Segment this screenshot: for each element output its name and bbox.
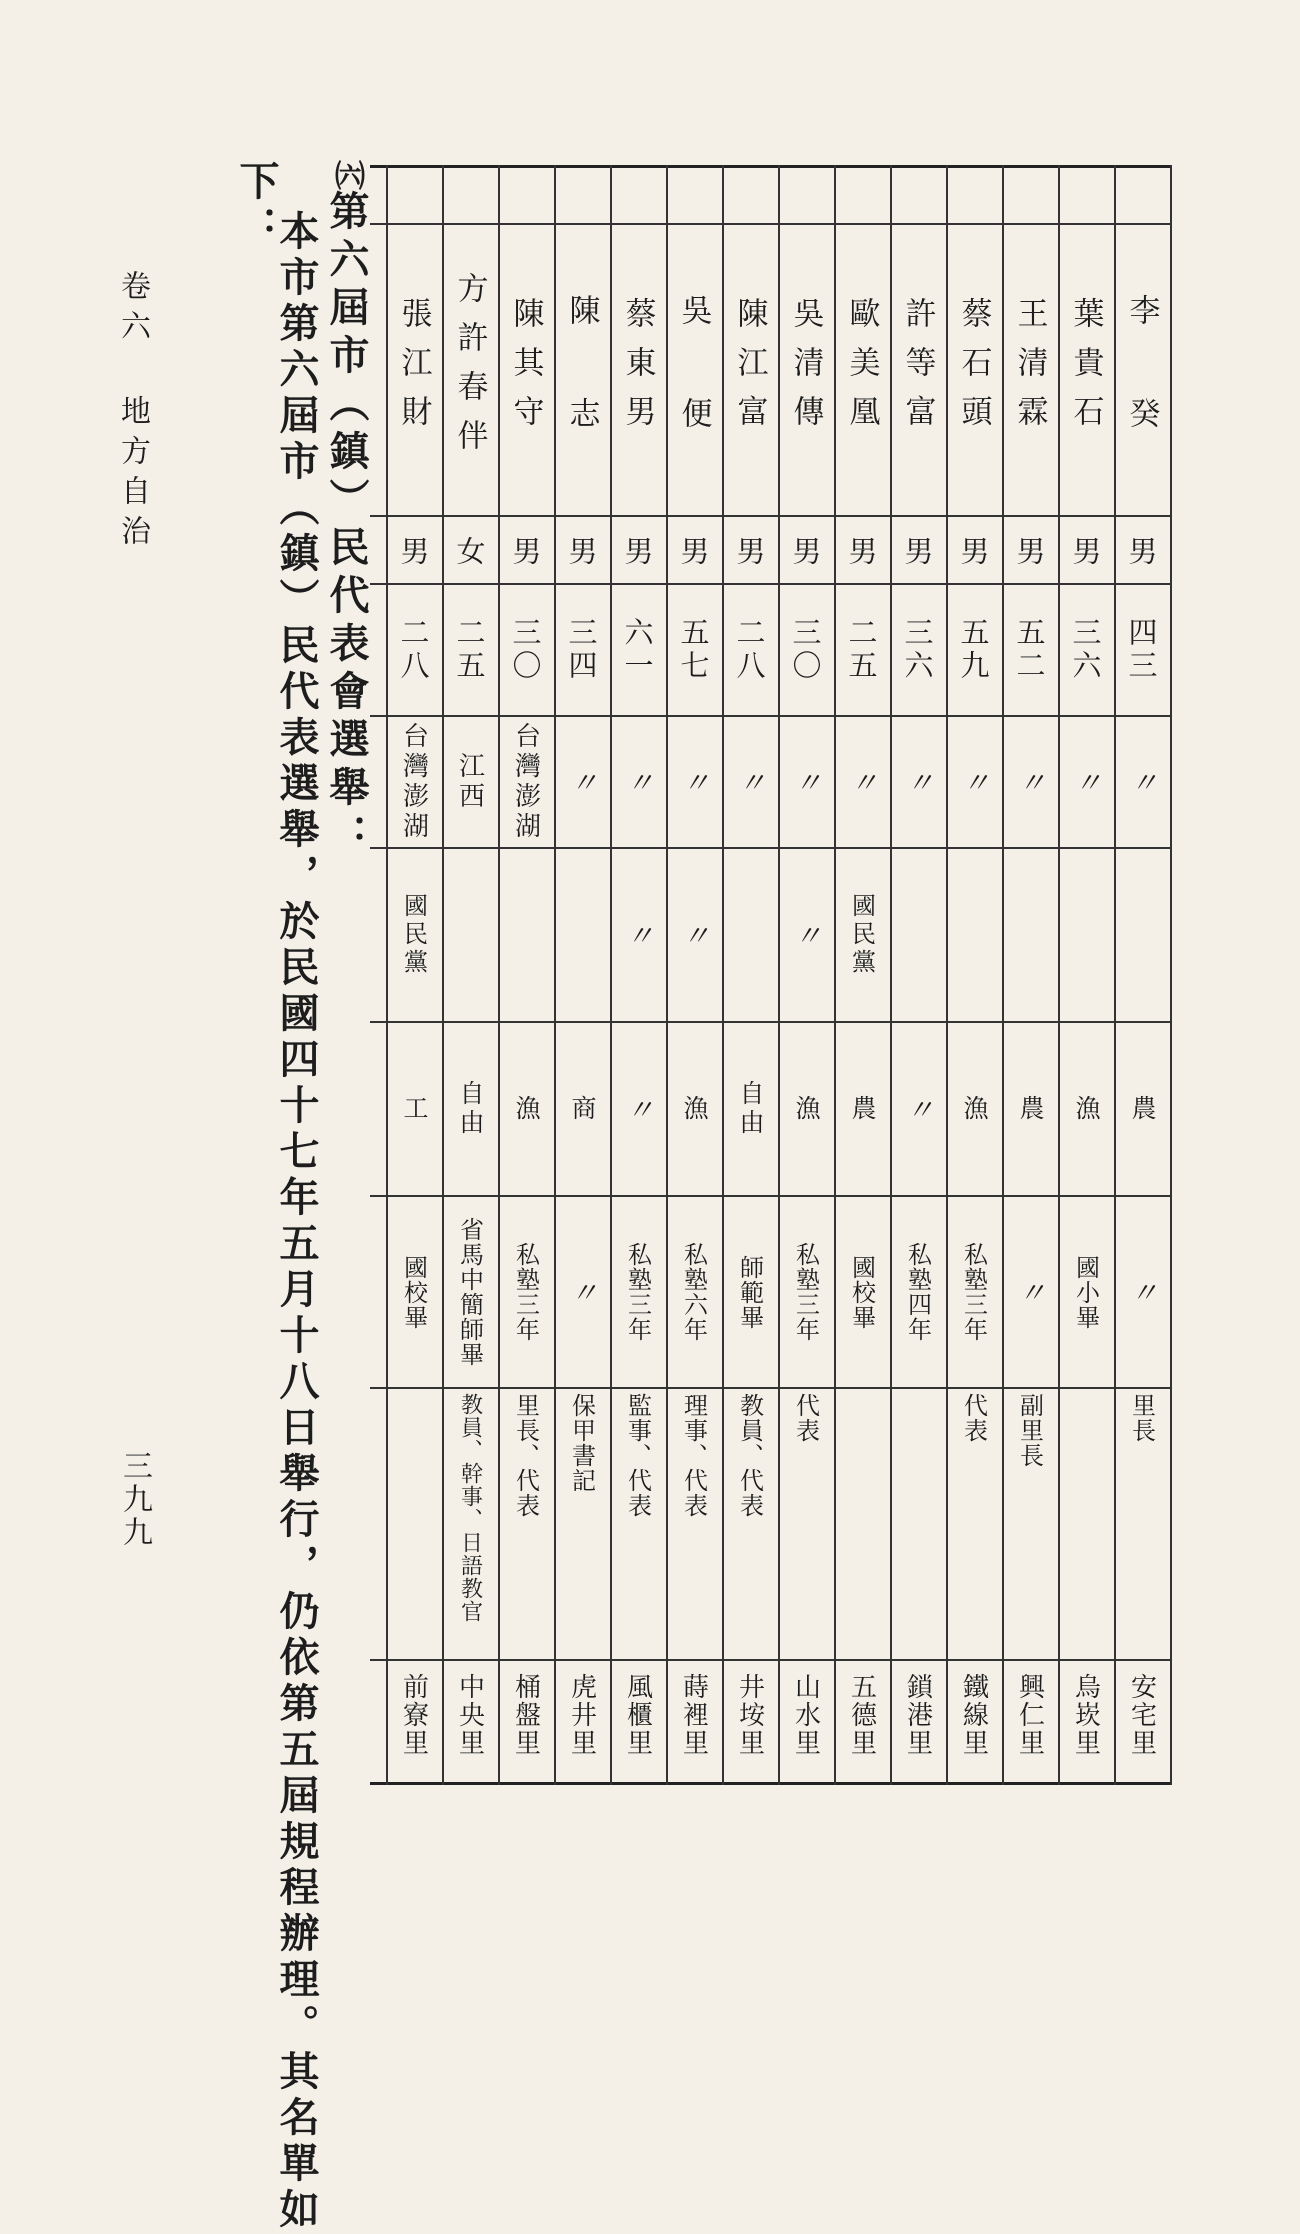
sex-cell [610, 517, 666, 583]
age-cell-text: 六一 [620, 617, 655, 683]
occupation-cell [610, 1023, 666, 1195]
origin-cell-text: 台灣澎湖 [510, 722, 541, 842]
sex-cell [1114, 517, 1170, 583]
occupation-cell [1002, 1023, 1058, 1195]
origin-cell-text: 〃 [846, 768, 879, 796]
age-cell-text: 二八 [732, 617, 767, 683]
occupation-cell [834, 1023, 890, 1195]
age-cell [1058, 585, 1114, 715]
party-cell-text: 國民黨 [847, 893, 876, 977]
origin-cell [498, 717, 554, 847]
origin-cell-text: 〃 [678, 768, 711, 796]
sex-cell-text: 男 [396, 535, 431, 565]
sex-cell [386, 517, 442, 583]
name-cell [442, 225, 498, 515]
education-cell-text: 私塾四年 [903, 1242, 932, 1342]
district-cell-text: 山水里 [790, 1673, 821, 1757]
name-cell [890, 225, 946, 515]
section-heading [318, 160, 375, 862]
education-cell [1058, 1197, 1114, 1387]
age-cell [722, 585, 778, 715]
name-cell-text: 王清霖 [1011, 296, 1048, 444]
age-cell [442, 585, 498, 715]
district-cell-text: 興仁里 [1014, 1673, 1045, 1757]
origin-cell [386, 717, 442, 847]
page-number: 三九九 [117, 1450, 152, 1549]
name-cell [1114, 225, 1170, 515]
experience-cell [386, 1389, 442, 1663]
sex-cell-text: 男 [788, 535, 823, 565]
origin-cell [1002, 717, 1058, 847]
origin-cell [946, 717, 1002, 847]
origin-cell-text: 〃 [622, 768, 655, 796]
party-cell [890, 849, 946, 1021]
name-cell [498, 225, 554, 515]
age-cell [778, 585, 834, 715]
heading-marker: ㈥ [329, 160, 364, 190]
district-cell-text: 井垵里 [734, 1673, 765, 1757]
occupation-cell [386, 1023, 442, 1195]
district-cell [722, 1661, 778, 1797]
education-cell [386, 1197, 442, 1387]
age-cell-text: 三〇 [788, 617, 823, 683]
age-cell [834, 585, 890, 715]
occupation-cell [890, 1023, 946, 1195]
district-cell [666, 1661, 722, 1797]
age-cell-text: 三六 [900, 617, 935, 683]
education-cell [722, 1197, 778, 1387]
name-cell-text: 葉貴石 [1067, 296, 1104, 444]
age-cell-text: 二八 [396, 617, 431, 683]
occupation-cell-text: 自由 [456, 1080, 485, 1138]
origin-cell-text: 〃 [958, 768, 991, 796]
experience-cell-text: 代表 [959, 1393, 988, 1443]
table-row [1114, 165, 1170, 1785]
district-cell [554, 1661, 610, 1797]
name-cell-text: 吳清傳 [787, 296, 824, 444]
party-cell [610, 849, 666, 1021]
sex-cell-text: 男 [508, 535, 543, 565]
age-cell-text: 三〇 [508, 617, 543, 683]
name-cell-text: 陳 志 [563, 294, 600, 446]
sex-cell [498, 517, 554, 583]
occupation-cell-text: 漁 [1072, 1094, 1101, 1124]
origin-cell-text: 〃 [566, 768, 599, 796]
education-cell-text: 省馬中簡師畢 [455, 1217, 484, 1367]
origin-cell [890, 717, 946, 847]
district-cell-text: 風櫃里 [622, 1673, 653, 1757]
education-cell-text: 私塾三年 [959, 1242, 988, 1342]
occupation-cell-text: 漁 [792, 1094, 821, 1124]
name-cell [1058, 225, 1114, 515]
experience-cell [554, 1389, 610, 1663]
experience-cell [778, 1389, 834, 1663]
experience-cell [890, 1389, 946, 1663]
age-cell [498, 585, 554, 715]
name-cell [386, 225, 442, 515]
name-cell [778, 225, 834, 515]
origin-cell-text: 江西 [454, 752, 485, 812]
experience-cell [1058, 1389, 1114, 1663]
age-cell-text: 五二 [1012, 617, 1047, 683]
origin-cell [442, 717, 498, 847]
district-cell [386, 1661, 442, 1797]
occupation-cell [1058, 1023, 1114, 1195]
education-cell [442, 1197, 498, 1387]
age-cell [1002, 585, 1058, 715]
name-cell-text: 吳 便 [675, 294, 712, 446]
sex-cell-text: 男 [1124, 535, 1159, 565]
age-cell [386, 585, 442, 715]
name-cell [666, 225, 722, 515]
education-cell [666, 1197, 722, 1387]
name-cell [1002, 225, 1058, 515]
education-cell-text: 國小畢 [1071, 1254, 1100, 1330]
occupation-cell [946, 1023, 1002, 1195]
name-cell-text: 張江財 [395, 296, 432, 444]
occupation-cell-text: 漁 [680, 1094, 709, 1124]
party-cell-text: 〃 [790, 921, 823, 949]
sex-cell [834, 517, 890, 583]
experience-cell-text: 代表 [791, 1393, 820, 1443]
age-cell-text: 五九 [956, 617, 991, 683]
name-cell-text: 陳其守 [507, 296, 544, 444]
party-cell-text: 〃 [622, 921, 655, 949]
experience-cell-text: 教員、幹事、日語教官 [457, 1393, 483, 1623]
name-cell [554, 225, 610, 515]
paragraph-main: 本市第六屆市（鎮）民代表選舉，於民國四十七年五月十八日舉行，仍依第五屆規程辦理。其名單如 [273, 210, 320, 2234]
party-cell [442, 849, 498, 1021]
occupation-cell-text: 農 [1128, 1094, 1157, 1124]
occupation-cell-text: 漁 [512, 1094, 541, 1124]
origin-cell-text: 〃 [1070, 768, 1103, 796]
party-cell [946, 849, 1002, 1021]
age-cell-text: 五七 [676, 617, 711, 683]
age-cell [610, 585, 666, 715]
experience-cell-text: 教員、代表 [735, 1393, 764, 1518]
party-cell [666, 849, 722, 1021]
district-cell-text: 安宅里 [1126, 1673, 1157, 1757]
occupation-cell-text: 〃 [622, 1095, 655, 1123]
party-cell [386, 849, 442, 1021]
occupation-cell-text: 農 [848, 1094, 877, 1124]
district-cell-text: 五德里 [846, 1673, 877, 1757]
table-row [778, 165, 834, 1785]
age-cell [946, 585, 1002, 715]
name-cell [722, 225, 778, 515]
district-cell [1002, 1661, 1058, 1797]
education-cell-text: 私塾三年 [791, 1242, 820, 1342]
occupation-cell-text: 農 [1016, 1094, 1045, 1124]
sex-cell-text: 男 [676, 535, 711, 565]
table-row [666, 165, 722, 1785]
name-cell [834, 225, 890, 515]
table-row [386, 165, 442, 1785]
age-cell-text: 二五 [452, 617, 487, 683]
table-row [946, 165, 1002, 1785]
name-cell [946, 225, 1002, 515]
name-cell-text: 蔡東男 [619, 296, 656, 444]
district-cell-text: 前寮里 [398, 1673, 429, 1757]
sex-cell-text: 男 [620, 535, 655, 565]
education-cell [1002, 1197, 1058, 1387]
experience-cell [610, 1389, 666, 1663]
district-cell-text: 桶盤里 [510, 1673, 541, 1757]
age-cell-text: 三六 [1068, 617, 1103, 683]
sex-cell [442, 517, 498, 583]
occupation-cell [722, 1023, 778, 1195]
sex-cell-text: 男 [564, 535, 599, 565]
occupation-cell-text: 〃 [902, 1095, 935, 1123]
age-cell [554, 585, 610, 715]
name-cell-text: 陳江富 [731, 296, 768, 444]
district-cell [1058, 1661, 1114, 1797]
name-cell-text: 李 癸 [1123, 294, 1160, 446]
origin-cell-text: 台灣澎湖 [398, 722, 429, 842]
table-row [442, 165, 498, 1785]
age-cell-text: 三四 [564, 617, 599, 683]
occupation-cell-text: 工 [400, 1094, 429, 1124]
experience-cell-text: 里長 [1127, 1393, 1156, 1443]
district-cell-text: 虎井里 [566, 1673, 597, 1757]
sex-cell-text: 男 [844, 535, 879, 565]
experience-cell-text: 里長、代表 [511, 1393, 540, 1518]
party-cell [1002, 849, 1058, 1021]
table-row [722, 165, 778, 1785]
district-cell-text: 中央里 [454, 1673, 485, 1757]
party-cell [554, 849, 610, 1021]
name-cell-text: 許等富 [899, 296, 936, 444]
district-cell [1114, 1661, 1170, 1797]
education-cell-text: 〃 [1014, 1278, 1047, 1306]
experience-cell-text: 理事、代表 [679, 1393, 708, 1518]
name-cell-text: 歐美凰 [843, 296, 880, 444]
party-cell [1114, 849, 1170, 1021]
table-row [1058, 165, 1114, 1785]
experience-cell [834, 1389, 890, 1663]
education-cell-text: 國校畢 [847, 1254, 876, 1330]
sex-cell-text: 男 [732, 535, 767, 565]
origin-cell-text: 〃 [790, 768, 823, 796]
experience-cell-text: 監事、代表 [623, 1393, 652, 1518]
sex-cell-text: 男 [956, 535, 991, 565]
table-row [890, 165, 946, 1785]
table-row [1002, 165, 1058, 1785]
district-cell [442, 1661, 498, 1797]
origin-cell-text: 〃 [1014, 768, 1047, 796]
experience-cell [442, 1389, 498, 1663]
education-cell [946, 1197, 1002, 1387]
sex-cell [722, 517, 778, 583]
party-cell-text: 〃 [678, 921, 711, 949]
origin-cell [834, 717, 890, 847]
sex-cell-text: 女 [452, 535, 487, 565]
experience-cell-text: 副里長 [1015, 1393, 1044, 1468]
origin-cell-text: 〃 [734, 768, 767, 796]
district-cell-text: 鐵線里 [958, 1673, 989, 1757]
occupation-cell [666, 1023, 722, 1195]
running-head: 卷六 地方自治 [115, 270, 150, 555]
occupation-cell [778, 1023, 834, 1195]
education-cell-text: 國校畢 [399, 1254, 428, 1330]
experience-cell [722, 1389, 778, 1663]
age-cell [1114, 585, 1170, 715]
party-cell [722, 849, 778, 1021]
origin-cell-text: 〃 [1126, 768, 1159, 796]
education-cell-text: 私塾三年 [623, 1242, 652, 1342]
occupation-cell [1114, 1023, 1170, 1195]
origin-cell [722, 717, 778, 847]
education-cell [610, 1197, 666, 1387]
education-cell-text: 私塾六年 [679, 1242, 708, 1342]
sex-cell-text: 男 [900, 535, 935, 565]
sex-cell [1058, 517, 1114, 583]
experience-cell [946, 1389, 1002, 1663]
education-cell [1114, 1197, 1170, 1387]
district-cell [834, 1661, 890, 1797]
experience-cell-text: 保甲書記 [567, 1393, 596, 1493]
party-cell [834, 849, 890, 1021]
sex-cell-text: 男 [1068, 535, 1103, 565]
sex-cell [554, 517, 610, 583]
table-row [610, 165, 666, 1785]
table-edge [1170, 165, 1172, 1785]
heading-text: 第六屆市（鎮）民代表會選舉： [323, 190, 370, 862]
representatives-table [370, 165, 1170, 1785]
occupation-cell [498, 1023, 554, 1195]
origin-cell [1114, 717, 1170, 847]
age-cell-text: 二五 [844, 617, 879, 683]
party-cell [1058, 849, 1114, 1021]
experience-cell [1114, 1389, 1170, 1663]
table-row [834, 165, 890, 1785]
name-cell-text: 蔡石頭 [955, 296, 992, 444]
experience-cell [498, 1389, 554, 1663]
district-cell [890, 1661, 946, 1797]
paragraph-tail: 下： [233, 160, 280, 252]
occupation-cell-text: 漁 [960, 1094, 989, 1124]
occupation-cell [554, 1023, 610, 1195]
name-cell-text: 方許春伴 [451, 272, 488, 468]
origin-cell [1058, 717, 1114, 847]
occupation-cell-text: 商 [568, 1094, 597, 1124]
education-cell-text: 〃 [566, 1278, 599, 1306]
experience-cell [1002, 1389, 1058, 1663]
sex-cell [1002, 517, 1058, 583]
sex-cell [946, 517, 1002, 583]
age-cell [890, 585, 946, 715]
district-cell [610, 1661, 666, 1797]
sex-cell [666, 517, 722, 583]
party-cell-text: 國民黨 [399, 893, 428, 977]
education-cell-text: 私塾三年 [511, 1242, 540, 1342]
table-row [554, 165, 610, 1785]
education-cell [834, 1197, 890, 1387]
education-cell [498, 1197, 554, 1387]
party-cell [498, 849, 554, 1021]
occupation-cell [442, 1023, 498, 1195]
sex-cell-text: 男 [1012, 535, 1047, 565]
sex-cell [778, 517, 834, 583]
party-cell [778, 849, 834, 1021]
origin-cell [610, 717, 666, 847]
district-cell [946, 1661, 1002, 1797]
education-cell [890, 1197, 946, 1387]
district-cell [498, 1661, 554, 1797]
education-cell [554, 1197, 610, 1387]
education-cell-text: 〃 [1126, 1278, 1159, 1306]
district-cell-text: 鎖港里 [902, 1673, 933, 1757]
education-cell-text: 師範畢 [735, 1254, 764, 1330]
table-row [498, 165, 554, 1785]
occupation-cell-text: 自由 [736, 1080, 765, 1138]
district-cell [778, 1661, 834, 1797]
age-cell [666, 585, 722, 715]
education-cell [778, 1197, 834, 1387]
age-cell-text: 四三 [1124, 617, 1159, 683]
origin-cell-text: 〃 [902, 768, 935, 796]
name-cell [610, 225, 666, 515]
sex-cell [890, 517, 946, 583]
origin-cell [778, 717, 834, 847]
district-cell-text: 烏崁里 [1070, 1673, 1101, 1757]
origin-cell [554, 717, 610, 847]
experience-cell [666, 1389, 722, 1663]
district-cell-text: 蒔裡里 [678, 1673, 709, 1757]
origin-cell [666, 717, 722, 847]
